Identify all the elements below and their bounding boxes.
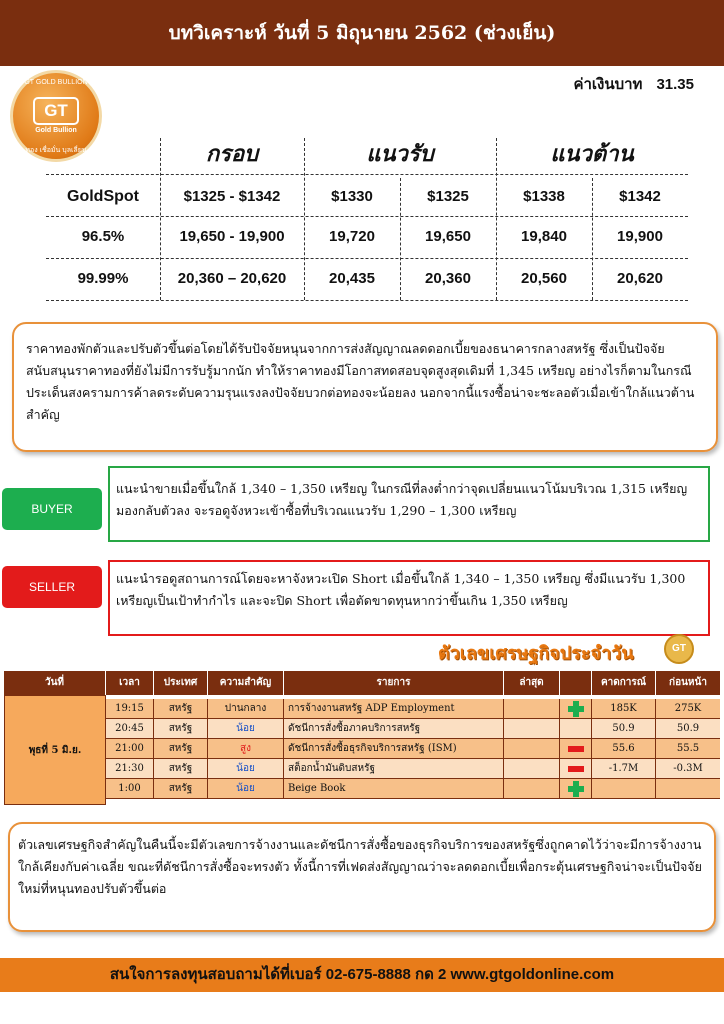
- row-previous: -0.3M: [656, 759, 720, 779]
- support-cell-2: 19,650: [425, 228, 471, 245]
- row-label: GoldSpot: [67, 188, 139, 205]
- row-actual: [504, 719, 560, 739]
- resistance-cell-1: 20,560: [521, 270, 567, 287]
- note-text: ตัวเลขเศรษฐกิจสำคัญในคืนนี้จะมีตัวเลขการจ้างงานและดัชนีการสั่งซื้อของธุรกิจบริการของสหรัฐซึ่งถูกคาดไว้ว่าจะมีการจ้างงานใกล้เคียงกับค่าเฉลี่ย ขณะที่ดัชนีการสั่งซื้อจะทรงตัว ทั้งนี้การที่เฟดส่งสัญญาณว่าจะลดดอกเบี้ยเพื่อกระตุ้นเศรษฐกิจน่าจะเป็นปัจจัยใหม่ที่หนุนทองปรับตัวขึ้นต่อ: [18, 837, 702, 896]
- row-importance: น้อย: [208, 759, 284, 779]
- col-header-previous: ก่อนหน้า: [669, 677, 707, 688]
- resistance-cell-2: 20,620: [617, 270, 663, 287]
- buyer-text: แนะนำขายเมื่อขึ้นใกล้ 1,340 – 1,350 เหรียญ ในกรณีที่ลงต่ำกว่าจุดเปลี่ยนแนวโน้มบริเวณ 1,315 เหรียญมองกลับตัวลง จะรอดูจังหวะเข้าซื้อที่บริเวณแนวรับ 1,290 – 1,300 เหรียญ: [116, 481, 688, 518]
- row-actual: [504, 779, 560, 799]
- row-signal: [560, 779, 592, 799]
- row-time: 1:00: [106, 779, 154, 799]
- row-previous: 55.5: [656, 739, 720, 759]
- footer-contact: สนใจการลงทุนสอบถามได้ที่เบอร์ 02-675-8888 กด 2 www.gtgoldonline.com: [109, 966, 615, 983]
- row-actual: [504, 759, 560, 779]
- col-header-country: ประเทศ: [154, 671, 208, 695]
- gt-coin-icon: GT: [664, 634, 694, 664]
- row-label: 96.5%: [81, 228, 125, 245]
- resistance-cell-2: 19,900: [617, 228, 663, 245]
- range-cell: 19,650 - 19,900: [179, 228, 285, 245]
- exchange-rate: [573, 72, 694, 96]
- row-country: สหรัฐ: [154, 779, 208, 799]
- row-actual: [504, 699, 560, 719]
- col-header-forecast: คาดการณ์: [592, 671, 656, 695]
- row-event: สต็อกน้ำมันดิบสหรัฐ: [284, 759, 504, 779]
- row-previous: 275K: [656, 699, 720, 719]
- row-forecast: -1.7M: [592, 759, 656, 779]
- support-cell-2: $1325: [427, 188, 469, 205]
- row-signal: [560, 759, 592, 779]
- table-col-divider: [592, 178, 593, 300]
- row-forecast: 185K: [592, 699, 656, 719]
- minus-icon: [568, 766, 584, 772]
- row-country: สหรัฐ: [154, 699, 208, 719]
- support-cell-2: 20,360: [425, 270, 471, 287]
- row-time: 21:30: [106, 759, 154, 779]
- col-header-actual: ล่าสุด: [504, 671, 560, 695]
- col-header-support: แนวรับ: [366, 141, 434, 167]
- row-time: 21:00: [106, 739, 154, 759]
- row-time: 19:15: [106, 699, 154, 719]
- exchange-rate-value: 31.35: [656, 76, 694, 93]
- row-previous: [656, 779, 720, 799]
- row-importance: น้อย: [208, 779, 284, 799]
- calendar-row: [106, 719, 720, 739]
- col-header-importance: ความสำคัญ: [208, 671, 284, 695]
- resistance-cell-1: $1338: [523, 188, 565, 205]
- table-col-divider: [160, 138, 161, 300]
- calendar-row: [106, 779, 720, 799]
- row-event: ดัชนีการสั่งซื้อภาคบริการสหรัฐ: [284, 719, 504, 739]
- support-cell-1: 20,435: [329, 270, 375, 287]
- row-event: Beige Book: [284, 779, 504, 799]
- col-header-time: เวลา: [106, 671, 154, 695]
- col-header-event: รายการ: [284, 671, 504, 695]
- seller-tag: SELLER: [2, 566, 102, 608]
- row-event: การจ้างงานสหรัฐ ADP Employment: [284, 699, 504, 719]
- row-country: สหรัฐ: [154, 719, 208, 739]
- row-importance: ปานกลาง: [208, 699, 284, 719]
- row-event: ดัชนีการสั่งซื้อธุรกิจบริการสหรัฐ (ISM): [284, 739, 504, 759]
- row-importance: สูง: [208, 739, 284, 759]
- table-col-divider: [304, 138, 305, 300]
- summary-text: ราคาทองพักตัวและปรับตัวขึ้นต่อโดยได้รับปัจจัยหนุนจากการส่งสัญญาณลดดอกเบี้ยของธนาคารกลางสหรัฐ ซึ่งเป็นปัจจัยสนับสนุนราคาทองที่ยังไม่มีการรับรู้มากนัก ทำให้ราคาทองมีโอกาสทดสอบจุดสูงสุดเดิมที่ 1,345 เหรียญ อย่างไรก็ตามในกรณีประเด็นสงครามการค้าลดระดับความรุนแรงลงปัจจัยบวกต่อทองจะน้อยลง นอกจากนี้แรงซื้อน่าจะชะลอตัวเมื่อเข้าใกล้แนวต้านสำคัญ: [26, 341, 695, 422]
- calendar-row: [106, 759, 720, 779]
- plus-icon: [568, 701, 584, 717]
- col-header-range: กรอบ: [205, 141, 259, 167]
- resistance-cell-2: $1342: [619, 188, 661, 205]
- resistance-cell-1: 19,840: [521, 228, 567, 245]
- row-previous: 50.9: [656, 719, 720, 739]
- col-header-signal: [560, 671, 592, 695]
- row-label: 99.99%: [77, 270, 129, 287]
- econ-calendar-title: ตัวเลขเศรษฐกิจประจำวัน: [438, 643, 634, 664]
- row-forecast: 50.9: [592, 719, 656, 739]
- row-forecast: 55.6: [592, 739, 656, 759]
- row-country: สหรัฐ: [154, 739, 208, 759]
- calendar-row: [106, 699, 720, 719]
- row-signal: [560, 719, 592, 739]
- col-header-resistance: แนวต้าน: [550, 141, 634, 167]
- exchange-rate-label: ค่าเงินบาท: [573, 76, 643, 93]
- calendar-day-cell: พุธที่ 5 มิ.ย.: [4, 695, 106, 805]
- table-col-divider: [496, 138, 497, 300]
- logo-bottom-text: ทอง เชื่อมั่น บุลเลี่ยน: [25, 147, 87, 154]
- row-actual: [504, 739, 560, 759]
- econ-table-header: [4, 671, 720, 695]
- row-forecast: [592, 779, 656, 799]
- table-divider: [46, 300, 688, 301]
- range-cell: $1325 - $1342: [183, 188, 281, 205]
- logo-mark: GT: [33, 97, 79, 125]
- buyer-tag: BUYER: [2, 488, 102, 530]
- col-header-date: วันที่: [4, 671, 106, 695]
- plus-icon: [568, 781, 584, 797]
- table-divider: [46, 174, 688, 175]
- logo-sub-text: Gold Bullion: [35, 127, 77, 134]
- page-title: บทวิเคราะห์ วันที่ 5 มิถุนายน 2562 (ช่วงเย็น): [168, 22, 556, 44]
- row-importance: น้อย: [208, 719, 284, 739]
- row-signal: [560, 739, 592, 759]
- price-table-header: [46, 136, 688, 172]
- minus-icon: [568, 746, 584, 752]
- seller-text: แนะนำรอดูสถานการณ์โดยจะหาจังหวะเปิด Short เมื่อขึ้นใกล้ 1,340 – 1,350 เหรียญ ซึ่งมีแนวรับ 1,300 เหรียญเป็นเป้าทำกำไร และจะปิด Short เพื่อตัดขาดทุนหากว่าขึ้นเกิน 1,350 เหรียญ: [116, 571, 686, 608]
- range-cell: 20,360 – 20,620: [177, 270, 287, 287]
- row-time: 20:45: [106, 719, 154, 739]
- table-col-divider: [400, 178, 401, 300]
- logo-top-text: GT GOLD BULLION: [24, 79, 88, 86]
- support-cell-1: 19,720: [329, 228, 375, 245]
- row-country: สหรัฐ: [154, 759, 208, 779]
- support-cell-1: $1330: [331, 188, 373, 205]
- calendar-row: [106, 739, 720, 759]
- row-signal: [560, 699, 592, 719]
